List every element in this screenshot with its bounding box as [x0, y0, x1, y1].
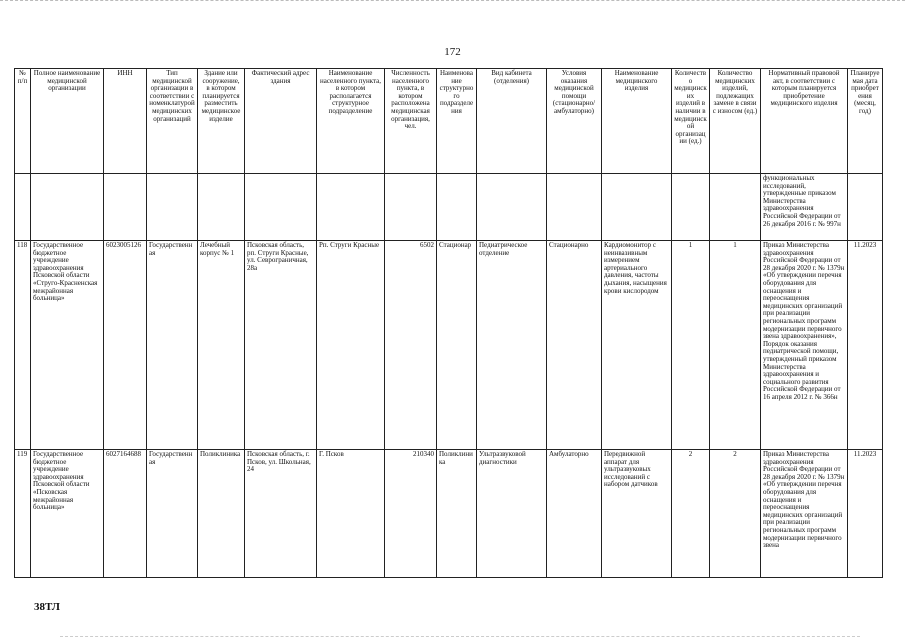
population-cell: 210340	[385, 450, 437, 578]
locality-cell: Рп. Струги Красные	[317, 241, 385, 450]
qty-have-cell: 1	[672, 241, 710, 450]
table-row	[15, 450, 883, 578]
scan-edge-bottom	[60, 636, 860, 639]
population-cell: 6502	[385, 241, 437, 450]
row-number: 118	[15, 241, 31, 450]
cabinet-cell: Педиатрическое отделение	[477, 241, 547, 450]
date-cell: 11.2023	[848, 241, 883, 450]
header-cell: ИНН	[104, 69, 147, 174]
inn-cell: 6023005126	[104, 241, 147, 450]
table-cell	[317, 174, 385, 241]
device-cell: Кардиомонитор с неинвазивным измерением артериального давления, частоты дыхания, насыщения крови кислородом	[602, 241, 672, 450]
unit-cell: Стационар	[437, 241, 477, 450]
header-cell: Полное наименование медицинской организации	[31, 69, 104, 174]
header-cell: Тип медицинской организации в соответствии с номенклатурой медицинских организаций	[147, 69, 198, 174]
table-cell	[547, 174, 602, 241]
table-cell	[147, 174, 198, 241]
header-cell: Вид кабинета (отделения)	[477, 69, 547, 174]
qty-have-cell: 2	[672, 450, 710, 578]
qty-replace-cell: 2	[710, 450, 761, 578]
header-cell: Нормативный правовой акт, в соответствии с которым планируется приобретение медицинского изделия	[761, 69, 848, 174]
header-cell: Наименование населенного пункта, в котором располагается структурное подразделение	[317, 69, 385, 174]
normative-cell: Приказ Министерства здравоохранения Российской Федерации от 28 декабря 2020 г. № 1379н «Об утверждении перечня оборудования для оснащения и переоснащения медицинских организаций при реализации региональных программ модернизации первичного звена здравоохранения», Порядок оказания педиатрической помощи, утвержденный приказом Министерства здравоохранения и социального развития Российской Федерации от 16 апреля 2012 г. № 366н	[761, 241, 848, 450]
header-cell: Планируемая дата приобретения (месяц, год)	[848, 69, 883, 174]
building-cell: Лечебный корпус № 1	[198, 241, 245, 450]
unit-cell: Поликлиника	[437, 450, 477, 578]
device-cell: Передвижной аппарат для ультразвуковых исследований с набором датчиков	[602, 450, 672, 578]
cabinet-cell: Ультразвуковой диагностики	[477, 450, 547, 578]
table-cell	[15, 174, 31, 241]
address-cell: Псковская область, г. Псков, ул. Школьная, 24	[245, 450, 317, 578]
header-cell: № п/п	[15, 69, 31, 174]
page-number: 172	[444, 46, 461, 58]
table-cell	[672, 174, 710, 241]
table-cell	[602, 174, 672, 241]
continuation-row	[15, 174, 883, 241]
table-cell	[104, 174, 147, 241]
table-cell	[848, 174, 883, 241]
footer-mark: 38ТЛ	[34, 601, 60, 613]
header-cell: Количество медицинских изделий, подлежащих замене в связи с износом (ед.)	[710, 69, 761, 174]
table-cell	[31, 174, 104, 241]
header-cell: Количество медицинских изделий в наличии в медицинской организации (ед.)	[672, 69, 710, 174]
header-cell: Здание или сооружение, в котором планируется разместить медицинское изделие	[198, 69, 245, 174]
medical-equipment-table	[14, 68, 883, 578]
qty-replace-cell: 1	[710, 241, 761, 450]
header-cell: Численность населенного пункта, в котором расположена медицинская организация, чел.	[385, 69, 437, 174]
header-row	[15, 69, 883, 174]
table-cell	[385, 174, 437, 241]
conditions-cell: Амбулаторно	[547, 450, 602, 578]
table-row	[15, 241, 883, 450]
header-cell: Наименование структурного подразделения	[437, 69, 477, 174]
date-cell: 11.2023	[848, 450, 883, 578]
inn-cell: 6027164688	[104, 450, 147, 578]
org-type-cell: Государственная	[147, 450, 198, 578]
org-name-cell: Государственное бюджетное учреждение здравоохранения Псковской области «Псковская межрайонная больница»	[31, 450, 104, 578]
header-cell: Фактический адрес здания	[245, 69, 317, 174]
org-name-cell: Государственное бюджетное учреждение здравоохранения Псковской области «Струго-Красненская межрайонная больница»	[31, 241, 104, 450]
table-cell	[245, 174, 317, 241]
row-number: 119	[15, 450, 31, 578]
locality-cell: Г. Псков	[317, 450, 385, 578]
table-cell	[198, 174, 245, 241]
conditions-cell: Стационарно	[547, 241, 602, 450]
org-type-cell: Государственная	[147, 241, 198, 450]
header-cell: Наименование медицинского изделия	[602, 69, 672, 174]
normative-cell: Приказ Министерства здравоохранения Российской Федерации от 28 декабря 2020 г. № 1379н «Об утверждении перечня оборудования для оснащения и переоснащения медицинских организаций при реализации региональных программ модернизации первичного звена	[761, 450, 848, 578]
scan-edge-top	[0, 0, 905, 3]
normative-cell: функциональных исследований, утвержденные приказом Министерства здравоохранения Российской Федерации от 26 декабря 2016 г. № 997н	[761, 174, 848, 241]
building-cell: Поликлиника	[198, 450, 245, 578]
address-cell: Псковская область, рп. Струги Красные, ул. Севрограничная, 28а	[245, 241, 317, 450]
header-cell: Условия оказания медицинской помощи (стационарно/ амбулаторно)	[547, 69, 602, 174]
table-cell	[710, 174, 761, 241]
table-cell	[437, 174, 477, 241]
table-cell	[477, 174, 547, 241]
